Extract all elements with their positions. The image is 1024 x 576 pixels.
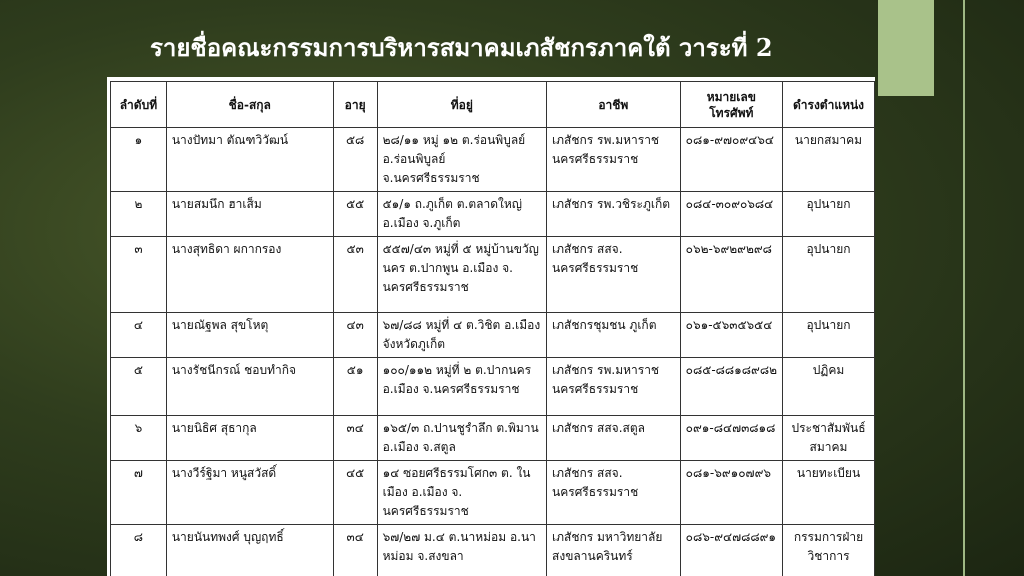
cell-occupation: เภสัชกร สสจ. นครศรีธรรมราช — [547, 461, 681, 525]
cell-name: นางวีร์ฐิมา หนูสวัสดิ์ — [166, 461, 333, 525]
cell-occupation: เภสัชกร รพ.มหาราช นครศรีธรรมราช — [547, 128, 681, 192]
cell-age: ๕๓ — [333, 237, 377, 313]
cell-phone: ๐๘๑-๖๙๑๐๗๙๖ — [680, 461, 782, 525]
cell-position: อุปนายก — [783, 192, 875, 237]
cell-age: ๕๘ — [333, 128, 377, 192]
header-name: ชื่อ-สกุล — [166, 82, 333, 128]
cell-order: ๔ — [111, 313, 167, 358]
cell-phone: ๐๙๑-๘๔๗๓๘๑๘ — [680, 416, 782, 461]
cell-age: ๓๔ — [333, 416, 377, 461]
cell-age: ๕๕ — [333, 192, 377, 237]
cell-order: ๒ — [111, 192, 167, 237]
cell-age: ๔๓ — [333, 313, 377, 358]
cell-name: นายณัฐพล สุขโหตุ — [166, 313, 333, 358]
cell-address: ๖๗/๒๗ ม.๔ ต.นาหม่อม อ.นาหม่อม จ.สงขลา — [377, 525, 546, 576]
cell-address: ๖๗/๘๘ หมู่ที่ ๔ ต.วิชิต อ.เมือง จังหวัดภูเก็ต — [377, 313, 546, 358]
cell-occupation: เภสัชกร สสจ.สตูล — [547, 416, 681, 461]
cell-name: นางปัทมา ตัณฑวิวัฒน์ — [166, 128, 333, 192]
cell-position: อุปนายก — [783, 237, 875, 313]
decorative-corner-block — [878, 0, 934, 96]
cell-order: ๖ — [111, 416, 167, 461]
cell-phone: ๐๘๖-๙๔๗๘๘๙๑ — [680, 525, 782, 576]
cell-position: ประชาสัมพันธ์ สมาคม — [783, 416, 875, 461]
slide-title: รายชื่อคณะกรรมการบริหารสมาคมเภสัชกรภาคใต้ วาระที่ 2 — [150, 33, 773, 62]
cell-name: นายนิธิศ สุธากุล — [166, 416, 333, 461]
cell-address: ๑๐๐/๑๑๒ หมู่ที่ ๒ ต.ปากนคร อ.เมือง จ.นครศรีธรรมราช — [377, 358, 546, 416]
cell-position: กรรมการฝ่าย วิชาการ — [783, 525, 875, 576]
table-row — [111, 313, 875, 358]
decorative-vertical-line — [963, 0, 965, 576]
cell-name: นายนันทพงศ์ บุญฤทธิ์ — [166, 525, 333, 576]
table-row — [111, 461, 875, 525]
table-row — [111, 416, 875, 461]
header-address: ที่อยู่ — [377, 82, 546, 128]
cell-order: ๘ — [111, 525, 167, 576]
cell-address: ๕๕๗/๔๓ หมู่ที่ ๕ หมู่บ้านขวัญนคร ต.ปากพูน อ.เมือง จ. นครศรีธรรมราช — [377, 237, 546, 313]
cell-age: ๕๑ — [333, 358, 377, 416]
table-row — [111, 192, 875, 237]
committee-table-container — [107, 77, 875, 576]
cell-phone: ๐๖๑-๕๖๓๕๖๕๔ — [680, 313, 782, 358]
cell-name: นางรัชนีกรณ์ ชอบทำกิจ — [166, 358, 333, 416]
header-phone: หมายเลขโทรศัพท์ — [680, 82, 782, 128]
cell-age: ๔๕ — [333, 461, 377, 525]
cell-phone: ๐๘๑-๙๗๐๙๔๖๔ — [680, 128, 782, 192]
table-row — [111, 358, 875, 416]
cell-order: ๓ — [111, 237, 167, 313]
header-order: ลำดับที่ — [111, 82, 167, 128]
cell-occupation: เภสัชกร มหาวิทยาลัย สงขลานครินทร์ — [547, 525, 681, 576]
header-age: อายุ — [333, 82, 377, 128]
cell-name: นางสุทธิดา ผกากรอง — [166, 237, 333, 313]
cell-order: ๗ — [111, 461, 167, 525]
cell-position: อุปนายก — [783, 313, 875, 358]
cell-position: นายกสมาคม — [783, 128, 875, 192]
cell-phone: ๐๘๕-๘๘๑๘๙๘๒ — [680, 358, 782, 416]
cell-address: ๑๖๕/๓ ถ.ปานชูรำลึก ต.พิมาน อ.เมือง จ.สตูล — [377, 416, 546, 461]
cell-position: ปฏิคม — [783, 358, 875, 416]
committee-table — [110, 81, 875, 576]
cell-address: ๒๘/๑๑ หมู่ ๑๒ ต.ร่อนพิบูลย์ อ.ร่อนพิบูลย์ จ.นครศรีธรรมราช — [377, 128, 546, 192]
cell-phone: ๐๘๔-๓๐๙๐๖๘๔ — [680, 192, 782, 237]
cell-order: ๕ — [111, 358, 167, 416]
cell-occupation: เภสัชกร รพ.วชิระภูเก็ต — [547, 192, 681, 237]
cell-position: นายทะเบียน — [783, 461, 875, 525]
cell-occupation: เภสัชกรชุมชน ภูเก็ต — [547, 313, 681, 358]
cell-order: ๑ — [111, 128, 167, 192]
cell-occupation: เภสัชกร สสจ. นครศรีธรรมราช — [547, 237, 681, 313]
cell-age: ๓๔ — [333, 525, 377, 576]
cell-address: ๕๑/๑ ถ.ภูเก็ต ต.ตลาดใหญ่ อ.เมือง จ.ภูเก็ต — [377, 192, 546, 237]
cell-name: นายสมนึก ฮาเส็ม — [166, 192, 333, 237]
table-row — [111, 237, 875, 313]
table-row — [111, 128, 875, 192]
table-row — [111, 525, 875, 576]
header-occupation: อาชีพ — [547, 82, 681, 128]
cell-phone: ๐๖๒-๖๙๒๙๒๙๘ — [680, 237, 782, 313]
header-position: ดำรงตำแหน่ง — [783, 82, 875, 128]
cell-occupation: เภสัชกร รพ.มหาราช นครศรีธรรมราช — [547, 358, 681, 416]
table-header-row — [111, 82, 875, 128]
cell-address: ๑๔ ซอยศรีธรรมโศก๓ ต. ในเมือง อ.เมือง จ. นครศรีธรรมราช — [377, 461, 546, 525]
